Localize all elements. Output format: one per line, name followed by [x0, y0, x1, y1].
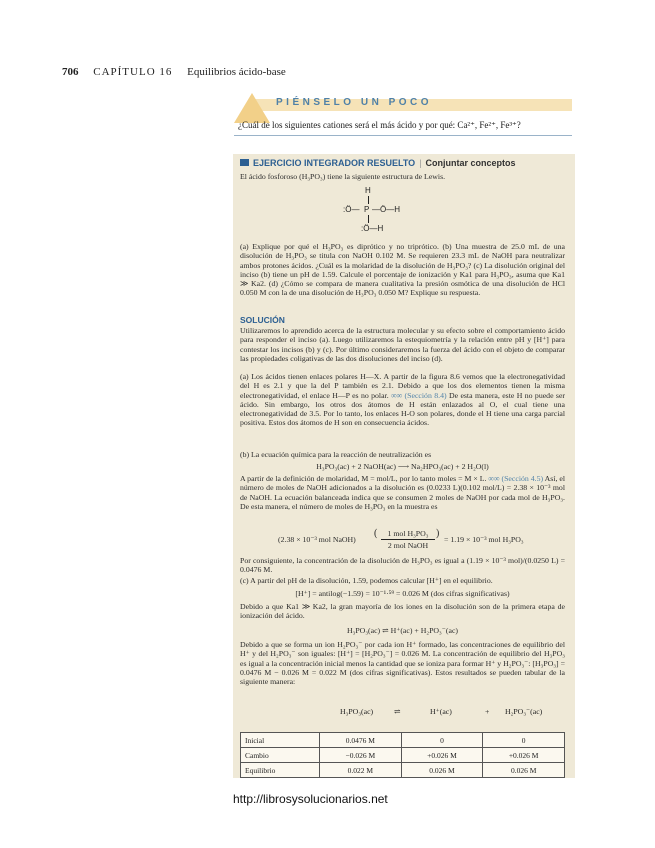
exercise-subtitle: Conjuntar conceptos	[425, 158, 516, 168]
part-b-intro: (b) La ecuación química para la reacción de neutralización es	[240, 450, 432, 459]
ice-table	[240, 732, 565, 778]
part-c-text-2: Debido a que se forma un ion H₂PO₃⁻ por cada ion H⁺ formado, las concentraciones de equilibrio del H⁺ y del H₂PO₃⁻ son iguales: [H⁺] = [H₂PO₃⁻] = 0.026 M. La concentración de equilibrio del H₃PO₃ es igual a la concentración inicial menos la cantidad que se ioniza para formar H⁺ y H₂PO₃⁻: [H₃PO₃] = 0.0476 M − 0.026 M = 0.022 M (dos cifras significativas). Estos resultados se pueden tabular de la siguiente manera:	[240, 640, 565, 687]
row-label: Cambio	[241, 748, 320, 763]
ice-head-h: H⁺(ac)	[430, 707, 452, 716]
paren-left: (	[374, 528, 378, 539]
part-a-text: (a) Los ácidos tienen enlaces polares H—X. A partir de la figura 8.6 vemos que la electronegatividad del H es 2.1 y que la del P también es 2.1. Debido a que los dos elementos tienen la misma electronegatividad, el enlace H—P es no polar.	[240, 372, 565, 400]
table-cell: 0.026 M	[483, 763, 565, 778]
ice-head-reactant: H₃PO₃(ac)	[340, 707, 374, 716]
neutralization-equation: H₃PO₃(ac) + 2 NaOH(ac) ⟶ Na₂HPO₃(ac) + 2 H₂O(l)	[316, 462, 489, 471]
fraction-bar	[381, 539, 435, 540]
h-concentration-equation: [H⁺] = antilog(−1.59) = 10⁻¹·⁵⁹ = 0.026 M (dos cifras significativas)	[295, 589, 510, 598]
table-row	[241, 733, 565, 748]
page-number: 706	[62, 66, 79, 78]
part-b-text: A partir de la definición de molaridad, M = mol/L, por lo tanto moles = M × L.	[240, 474, 487, 483]
ice-head-plus: +	[485, 707, 490, 716]
section-link[interactable]: ∞∞ (Sección 8.4)	[391, 390, 447, 400]
page-header	[62, 66, 286, 78]
ice-head-arrow: ⇌	[394, 707, 401, 716]
table-cell: −0.026 M	[320, 748, 402, 763]
fraction-numerator: 1 mol H₃PO₃	[387, 529, 429, 538]
table-cell: +0.026 M	[401, 748, 483, 763]
square-icon	[240, 159, 249, 166]
exercise-intro: El ácido fosforoso (H₃PO₃) tiene la siguiente estructura de Lewis.	[240, 172, 446, 181]
row-label: Inicial	[241, 733, 320, 748]
part-c-text: Debido a que Ka1 ≫ Ka2, la gran mayoría de los iones en la disolución son de la primera etapa de ionización del ácido.	[240, 602, 565, 621]
ice-head-anion: H₂PO₃⁻(ac)	[505, 707, 543, 716]
row-label: Equilibrio	[241, 763, 320, 778]
solution-title: SOLUCIÓN	[240, 315, 285, 325]
solution-intro: Utilizaremos lo aprendido acerca de la estructura molecular y su efecto sobre el comportamiento ácido para responder el inciso (a). Luego utilizaremos la estequiometría y la relación entre pH y [H⁺] para contestar los incisos (b) y (c). Por último consideraremos la fuerza del ácido con el objeto de comparar las propiedades coligativas de las dos disoluciones del inciso (d).	[240, 326, 565, 363]
lewis-center: P	[364, 205, 370, 214]
exercise-header: EJERCICIO INTEGRADOR RESUELTO | Conjuntar conceptos	[240, 158, 516, 168]
part-b	[240, 474, 565, 511]
ionization-equation: H₃PO₃(ac) ⇌ H⁺(ac) + H₂PO₃⁻(ac)	[347, 626, 458, 635]
footer-url[interactable]: http://librosysolucionarios.net	[233, 792, 388, 806]
table-row	[241, 763, 565, 778]
chapter-label: CAPÍTULO 16	[93, 66, 173, 78]
divider	[234, 135, 572, 136]
lewis-left: :Ö—	[343, 205, 360, 214]
lewis-bond	[368, 215, 369, 223]
think-box	[234, 93, 572, 139]
lewis-right: —Ö—H	[372, 205, 400, 214]
fraction-denominator: 2 mol NaOH	[387, 541, 429, 550]
table-row	[241, 748, 565, 763]
table-cell: 0.026 M	[401, 763, 483, 778]
lewis-top-h: H	[365, 186, 371, 195]
part-c-intro: (c) A partir del pH de la disolución, 1.59, podemos calcular [H⁺] en el equilibrio.	[240, 576, 493, 585]
table-cell: +0.026 M	[483, 748, 565, 763]
exercise-questions: (a) Explique por qué el H₃PO₃ es diprótico y no triprótico. (b) Una muestra de 25.0 mL de una disolución de H₃PO₃ se titula con NaOH 0.102 M. Se requieren 23.3 mL de NaOH para neutralizar ambos protones ácidos. ¿Cuál es la molaridad de la disolución de H₃PO₃? (c) La disolución original del inciso (b) tiene un pH de 1.59. Calcule el porcentaje de ionización y Ka1 para H₃PO₃, asuma que Ka1 ≫ Ka2. (d) ¿Cómo se compara de manera cualitativa la presión osmótica de una disolución de HCl 0.050 M con la de una disolución de H₃PO₃ 0.050 M? Explique su respuesta.	[240, 242, 565, 298]
moles-eq-right: = 1.19 × 10⁻³ mol H₃PO₃	[444, 535, 524, 544]
moles-eq-left: (2.38 × 10⁻³ mol NaOH)	[278, 535, 356, 544]
lewis-bond	[368, 196, 369, 204]
part-b-text-2: Así, el número de moles de NaOH adicionados a la disolución es (0.0233 L)(0.102 mol/L) = 2.38 × 10⁻³ mol de NaOH. La ecuación balanceada indica que se consumen 2 moles de NaOH por cada mol de H₃PO₃. De esta manera, el número de moles de H₃PO₃ en la muestra es	[240, 474, 566, 511]
paren-right: )	[436, 528, 440, 539]
part-a	[240, 372, 565, 428]
chapter-title: Equilibrios ácido-base	[187, 66, 286, 78]
table-cell: 0.022 M	[320, 763, 402, 778]
table-cell: 0	[401, 733, 483, 748]
section-link[interactable]: ∞∞ (Sección 4.5)	[488, 474, 544, 483]
triangle-icon	[234, 93, 270, 123]
table-cell: 0	[483, 733, 565, 748]
part-a-text-2: De esta manera, este H no puede ser ácido. Sin embargo, los otros dos átomos de H están enlazados al O, el cual tiene una electronegatividad de 3.5. Por lo tanto, los enlaces H-O son polares, donde el H tiene una carga parcial positiva. Estos dos átomos de H son en consecuencia ácidos.	[240, 390, 566, 428]
part-b-result: Por consiguiente, la concentración de la disolución de H₃PO₃ es igual a (1.19 × 10⁻³ mol)/(0.0250 L) = 0.0476 M.	[240, 556, 565, 575]
think-title: PIÉNSELO UN POCO	[276, 97, 433, 108]
exercise-title: EJERCICIO INTEGRADOR RESUELTO	[253, 158, 416, 168]
lewis-bottom: :Ö—H	[361, 224, 384, 233]
table-cell: 0.0476 M	[320, 733, 402, 748]
think-question: ¿Cuál de los siguientes cationes será el más ácido y por qué: Ca²⁺, Fe²⁺, Fe³⁺?	[238, 120, 521, 130]
